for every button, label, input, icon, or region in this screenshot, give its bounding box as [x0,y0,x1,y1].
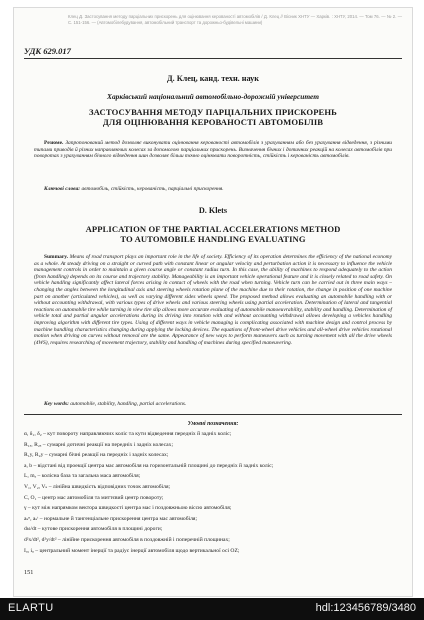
abstract-en-text: Means of road transport plays an important role in the life of society. Efficiency of its operation determines the efficiency of the national economy as a whole. At steady driving on a straight or curved path with constant linear or angular velocity and perturbation action it is necessary to influence the vehicle management controls in order to maintain a given course angle or constant radius turn. In this case, the ability of machines to respond adequately to the action (from handling) depends on its course and trajectory stability. Manageability is an important vehicle operational feature and it is closely related to road safety. On vehicle handling significantly affect lateral forces arising in contact of wheels with the road when turning. Vehicle turn can be carried out in three main ways – changing the angles between the longitudinal axis and steering wheels rotation plane of the machine due to their rotation, the change in position of one machine part on another (articulated vehicles), as well as varying different sides wheels speed. The proposed method allows evaluating an automobile handling with or without accounting withdrawal, with various types of drive wheels and various steering wheels using partial acceleration. Determination of lateral and tangential reactions on automobile tire while turning in view tire slip allows more accurate evaluating of automobile manoeuvrability, stability and handling. Determination of vehicle total and partial angular accelerations during its driving into rotation with and without accounting withdrawal allows developing a vehicles handling improving algorithm with different tire types. Using of different ways in vehicle managing is complicating associated with machine design and control process by machine handling characteristics changing during applying the locking devices. The equations of front-wheel drive vehicles and all-wheel drive vehicles rotational motion when driving on curves without removal are the same. Appearance of new ways to perform maneuvers such as turning movement with all the drive wheels (4WS), requires researching of movement trajectory, stability and handling of machines during specified maneuvering. [34,254,393,346]
notation-line: γ – кут між напрямком вектора швидкості центра мас і поздовжньою віссю автомобіля; [24,505,232,512]
notation-line: V₁, V₂, Vₛ – лінійна швидкість відповідних точок автомобіля; [24,483,171,490]
page-number: 151 [24,569,34,576]
repository-label: ELARTU [8,602,54,614]
notation-line: R₁ₓ, R₂ₓ – сумарні дотичні реакції на передніх і задніх колесах; [24,441,174,448]
citation-header: Клец Д. Застосування методу парціальних прискорень для оцінювання керованості автомобілів / Д. Клец // Вісник ХНТУ — Харків. : ХНТУ, 2014. — Том 76. — № 2. — С. 151-156. — (Автомобілебудування, автомобільний транспорт та дорожньо-будівельні машини) [68,14,402,25]
title-ua [44,107,382,128]
title-en-line1: APPLICATION OF THE PARTIAL ACCELERATIONS METHOD [85,224,341,234]
viewer-footer-bar [0,598,424,620]
notation-line: L, mₐ – колісна база та загальна маса автомобіля; [24,473,141,480]
abstract-en [34,254,392,346]
notation-heading: Умовні позначення: [187,421,239,427]
notation-line: α, δ₁, δ₂ – кут повороту направляючих коліс та кути відведення передніх й задніх коліс; [24,431,232,437]
notation-line: a, b – відстані від проекції центра мас автомобіля на горизонтальній площині до передніх й задніх коліс; [24,462,274,469]
keywords-ua [34,186,392,193]
author-en: D. Klets [198,206,228,215]
notation-line: dω/dt – кутове прискорення автомобіля в площині дороги; [24,526,163,533]
title-en-line2: TO AUTOMOBILE HANDLING EVALUATING [120,234,306,245]
notation-line: d²x/dt², d²y/dt² – лінійне прискорення автомобіля в поздовжній і поперечній площинах; [24,536,230,543]
top-divider [24,58,402,59]
author-ua: Д. Клец, канд. техн. наук [167,74,259,83]
notation-line: C, O₁ – центр мас автомобіля та миттєвий центр повороту; [24,494,164,501]
title-en [44,224,382,245]
abstract-ua-text: Запропонований метод дозволяє виконувати оцінювання керованості автомобілів з урахуванням або без урахування відведення, з різними типами приводів й різних направляючих колесах за допомогою парціальних прискорень. Визначення бічних і дотичних реакцій на колесах автомобілів при поворотах з урахуванням бічного відведення шин дозволяє більш точно оцінювати поворотність, стійкість і керованість автомобілів. [34,140,393,160]
notation-line: aₛⁿ, aₛᵗ – нормальне й тангенціальне прискорення центра мас автомобіля; [24,515,198,522]
defs-divider [24,414,402,415]
abstract-ua-label: Резюме. [44,140,64,146]
title-ua-line2: ДЛЯ ОЦІНЮВАННЯ КЕРОВАНОСТІ АВТОМОБІЛІВ [102,117,324,128]
notation-list [24,429,402,556]
keywords-en-label: Key words: [44,401,69,407]
abstract-en-label: Summary. [44,254,69,260]
title-ua-line1: ЗАСТОСУВАННЯ МЕТОДУ ПАРЦІАЛЬНИХ ПРИСКОРЕНЬ [89,107,337,117]
keywords-en-text: automobile, stability, handling, partial accelerations. [70,401,187,407]
keywords-ua-text: автомобіль, стійкість, керованість, парціальні прискорення. [81,186,224,192]
udk-code: УДК 629.017 [24,46,71,56]
handle-link[interactable]: hdl:123456789/3480 [315,602,416,614]
affiliation-ua: Харківський національний автомобільно-дорожній університет [107,92,319,101]
notation-line: Iᵤ, iᵤ – центральний момент інерції та радіус інерції автомобіля щодо вертикальної осі OZ; [24,547,240,554]
keywords-en [34,401,392,408]
abstract-ua [34,140,392,160]
paper-page [14,8,412,596]
keywords-ua-label: Ключові слова: [44,186,81,192]
notation-line: R₁y, R₂y – сумарні бічні реакції на передніх і задніх колесах; [24,452,169,459]
